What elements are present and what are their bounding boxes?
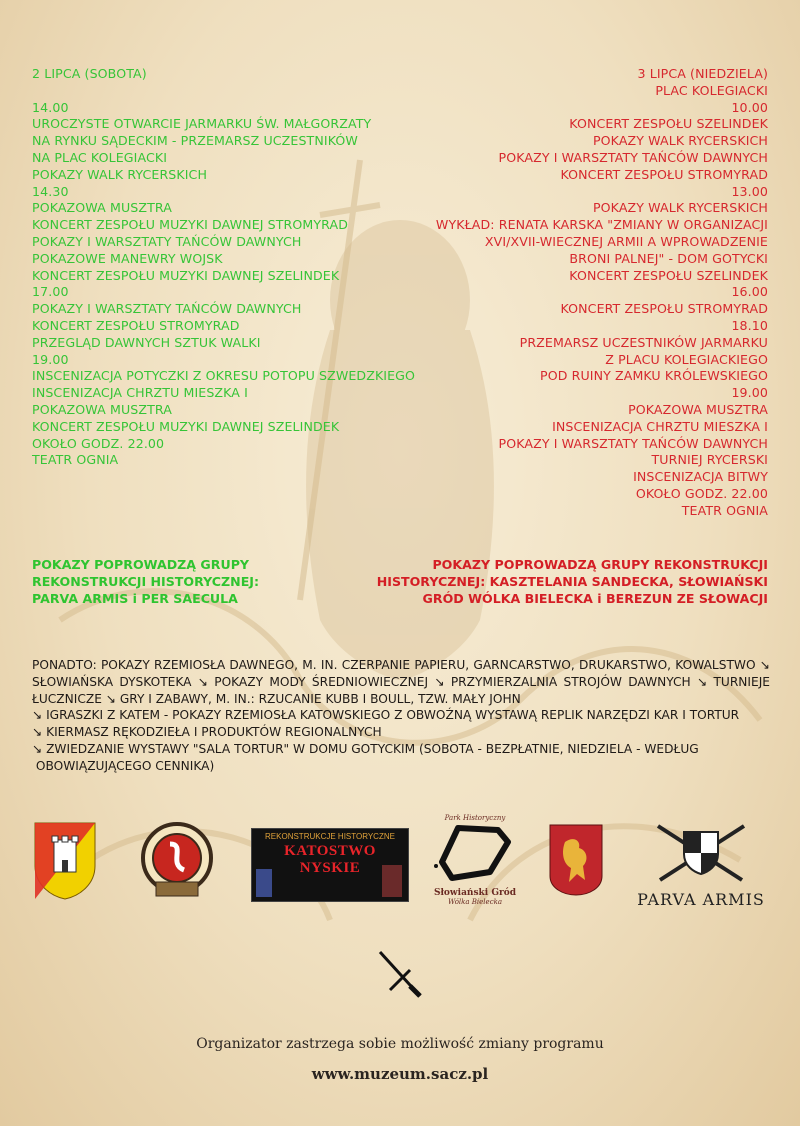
day1-line: POKAZY I WARSZTATY TAŃCÓW DAWNYCH [32, 233, 302, 249]
grod-name-label: Słowiański Gród [433, 888, 517, 898]
day2-line: TEATR OGNIA [681, 502, 768, 518]
day2-time: 18.10 [731, 317, 768, 333]
attraction-line: ↘ ZWIEDZANIE WYSTAWY "SALA TORTUR" W DOMU GOTYCKIM (SOBOTA - BEZPŁATNIE, NIEDZIELA - WEDŁUG [32, 741, 699, 756]
grod-top-label: Park Historyczny [444, 814, 506, 822]
day2-line: XVI/XVII-WIECZNEJ ARMII A WPROWADZENIE [484, 233, 768, 249]
organisers-line: HISTORYCZNEJ: KASZTELANIA SANDECKA, SŁOWIAŃSKI [376, 573, 768, 589]
day1-organisers [32, 557, 259, 607]
day2-heading: 3 LIPCA (NIEDZIELA) [637, 66, 768, 81]
organisers-line: GRÓD WÓLKA BIELECKA i BEREZUN ZE SŁOWACJI [422, 590, 768, 606]
parva-armis-label: PARVA ARMIS [637, 890, 765, 909]
day1-time: 14.30 [32, 183, 69, 199]
day1-line: PRZEGLĄD DAWNYCH SZTUK WALKI [32, 334, 261, 350]
day1-heading: 2 LIPCA (SOBOTA) [32, 66, 147, 81]
day1-line: POKAZOWA MUSZTRA [32, 200, 172, 216]
day2-line: POKAZY I WARSZTATY TAŃCÓW DAWNYCH [498, 149, 768, 165]
day1-line: POKAZY WALK RYCERSKICH [32, 166, 208, 182]
day1-line: POKAZOWA MUSZTRA [32, 401, 172, 417]
organisers-line: PARVA ARMIS i PER SAECULA [32, 590, 238, 606]
heraldic-dragon-logo [549, 824, 603, 896]
day2-line: POKAZOWA MUSZTRA [628, 401, 768, 417]
day2-line: PRZEMARSZ UCZESTNIKÓW JARMARKU [519, 334, 768, 350]
additional-attractions [32, 657, 770, 775]
day1-time: 19.00 [32, 351, 69, 367]
day2-line: OKOŁO GODZ. 22.00 [635, 485, 768, 501]
day2-line: KONCERT ZESPOŁU STROMYRAD [560, 301, 768, 317]
day2-programme [436, 66, 768, 520]
grod-place-label: Wólka Bielecka [447, 898, 503, 906]
slowianski-grod-logo [428, 814, 522, 922]
town-coat-of-arms-logo [34, 822, 96, 900]
day1-line: NA RYNKU SĄDECKIM - PRZEMARSZ UCZESTNIKÓW [32, 133, 358, 149]
attractions-paragraph: PONADTO: POKAZY RZEMIOSŁA DAWNEGO, M. IN. CZERPANIE PAPIERU, GARNCARSTWO, DRUKARSTWO, KOWALSTWO ↘ SŁOWIAŃSKA DYSKOTEKA ↘ POKAZY MODY ŚREDNIOWIECZNEJ ↘ PRZYMIERZALNIA STROJÓW DAWNYCH ↘ TURNIEJE ŁUCZNICZE ↘ GRY I ZABAWY, M. IN.: RZUCANIE KUBB I BOULL, TZW. MAŁY JOHN [32, 658, 770, 706]
katostwo-main-label: KATOSTWO NYSKIE [284, 843, 376, 876]
organisers-line: POKAZY POPROWADZĄ GRUPY REKONSTRUKCJI [432, 557, 768, 572]
day2-line: INSCENIZACJA BITWY [633, 469, 768, 485]
day2-line: TURNIEJ RYCERSKI [651, 452, 768, 468]
day2-time: 10.00 [731, 99, 768, 115]
programme-change-note: Organizator zastrzega sobie możliwość zmiany programu [196, 1036, 604, 1052]
attraction-line: ↘ KIERMASZ RĘKODZIEŁA I PRODUKTÓW REGIONALNYCH [32, 725, 382, 740]
day1-line: POKAZOWE MANEWRY WOJSK [32, 250, 223, 266]
day1-line: KONCERT ZESPOŁU MUZYKI DAWNEJ STROMYRAD [32, 217, 349, 233]
day2-line: KONCERT ZESPOŁU STROMYRAD [560, 166, 768, 182]
day1-line: UROCZYSTE OTWARCIE JARMARKU ŚW. MAŁGORZATY [32, 116, 372, 132]
day1-time: 17.00 [32, 284, 69, 300]
museum-website-link[interactable]: www.muzeum.sacz.pl [311, 1065, 489, 1083]
day2-line: POKAZY WALK RYCERSKICH [592, 200, 768, 216]
parva-armis-logo [628, 822, 774, 912]
kasztelania-emblem-logo [140, 820, 214, 900]
day2-organisers [377, 557, 768, 607]
sword-ornament-icon [376, 948, 424, 1000]
organisers-line: POKAZY POPROWADZĄ GRUPY [32, 557, 250, 572]
sponsor-logos [0, 812, 800, 922]
day2-line: POKAZY I WARSZTATY TAŃCÓW DAWNYCH [498, 435, 768, 451]
crossed-muskets-shield-icon [628, 822, 774, 884]
day1-programme [32, 66, 415, 469]
day1-line: KONCERT ZESPOŁU STROMYRAD [32, 317, 240, 333]
day1-line: INSCENIZACJA POTYCZKI Z OKRESU POTOPU SZWEDZKIEGO [32, 368, 416, 384]
attraction-line: ↘ IGRASZKI Z KATEM - POKAZY RZEMIOSŁA KATOWSKIEGO Z OBWOŹNĄ WYSTAWĄ REPLIK NARZĘDZI KAR I TORTUR [32, 708, 740, 723]
day2-line: WYKŁAD: RENATA KARSKA "ZMIANY W ORGANIZACJI [435, 217, 768, 233]
day2-venue: PLAC KOLEGIACKI [655, 82, 768, 98]
day2-time: 13.00 [731, 183, 768, 199]
day1-line: OKOŁO GODZ. 22.00 [32, 435, 165, 451]
day2-time: 19.00 [731, 385, 768, 401]
day1-time: 14.00 [32, 99, 69, 115]
katostwo-top-label: REKONSTRUKCJE HISTORYCZNE [265, 832, 395, 841]
day1-line: TEATR OGNIA [32, 452, 119, 468]
day2-time: 16.00 [731, 284, 768, 300]
grod-outline-icon [428, 822, 522, 884]
day1-line: POKAZY I WARSZTATY TAŃCÓW DAWNYCH [32, 301, 302, 317]
day1-line [32, 83, 415, 100]
katostwo-nyskie-poster-logo [251, 828, 409, 902]
day2-line: POKAZY WALK RYCERSKICH [592, 133, 768, 149]
day2-line: POD RUINY ZAMKU KRÓLEWSKIEGO [540, 368, 768, 384]
day1-line: NA PLAC KOLEGIACKI [32, 149, 168, 165]
day2-line: Z PLACU KOLEGIACKIEGO [605, 351, 768, 367]
day2-line: KONCERT ZESPOŁU SZELINDEK [569, 267, 768, 283]
day1-line: INSCENIZACJA CHRZTU MIESZKA I [32, 385, 248, 401]
organisers-line: REKONSTRUKCJI HISTORYCZNEJ: [32, 573, 260, 589]
day1-line: KONCERT ZESPOŁU MUZYKI DAWNEJ SZELINDEK [32, 418, 340, 434]
day2-line: BRONI PALNEJ" - DOM GOTYCKI [569, 250, 768, 266]
day2-line: INSCENIZACJA CHRZTU MIESZKA I [552, 418, 768, 434]
day1-line: KONCERT ZESPOŁU MUZYKI DAWNEJ SZELINDEK [32, 267, 340, 283]
day2-line: KONCERT ZESPOŁU SZELINDEK [569, 116, 768, 132]
attraction-line: OBOWIĄZUJĄCEGO CENNIKA) [32, 758, 215, 773]
